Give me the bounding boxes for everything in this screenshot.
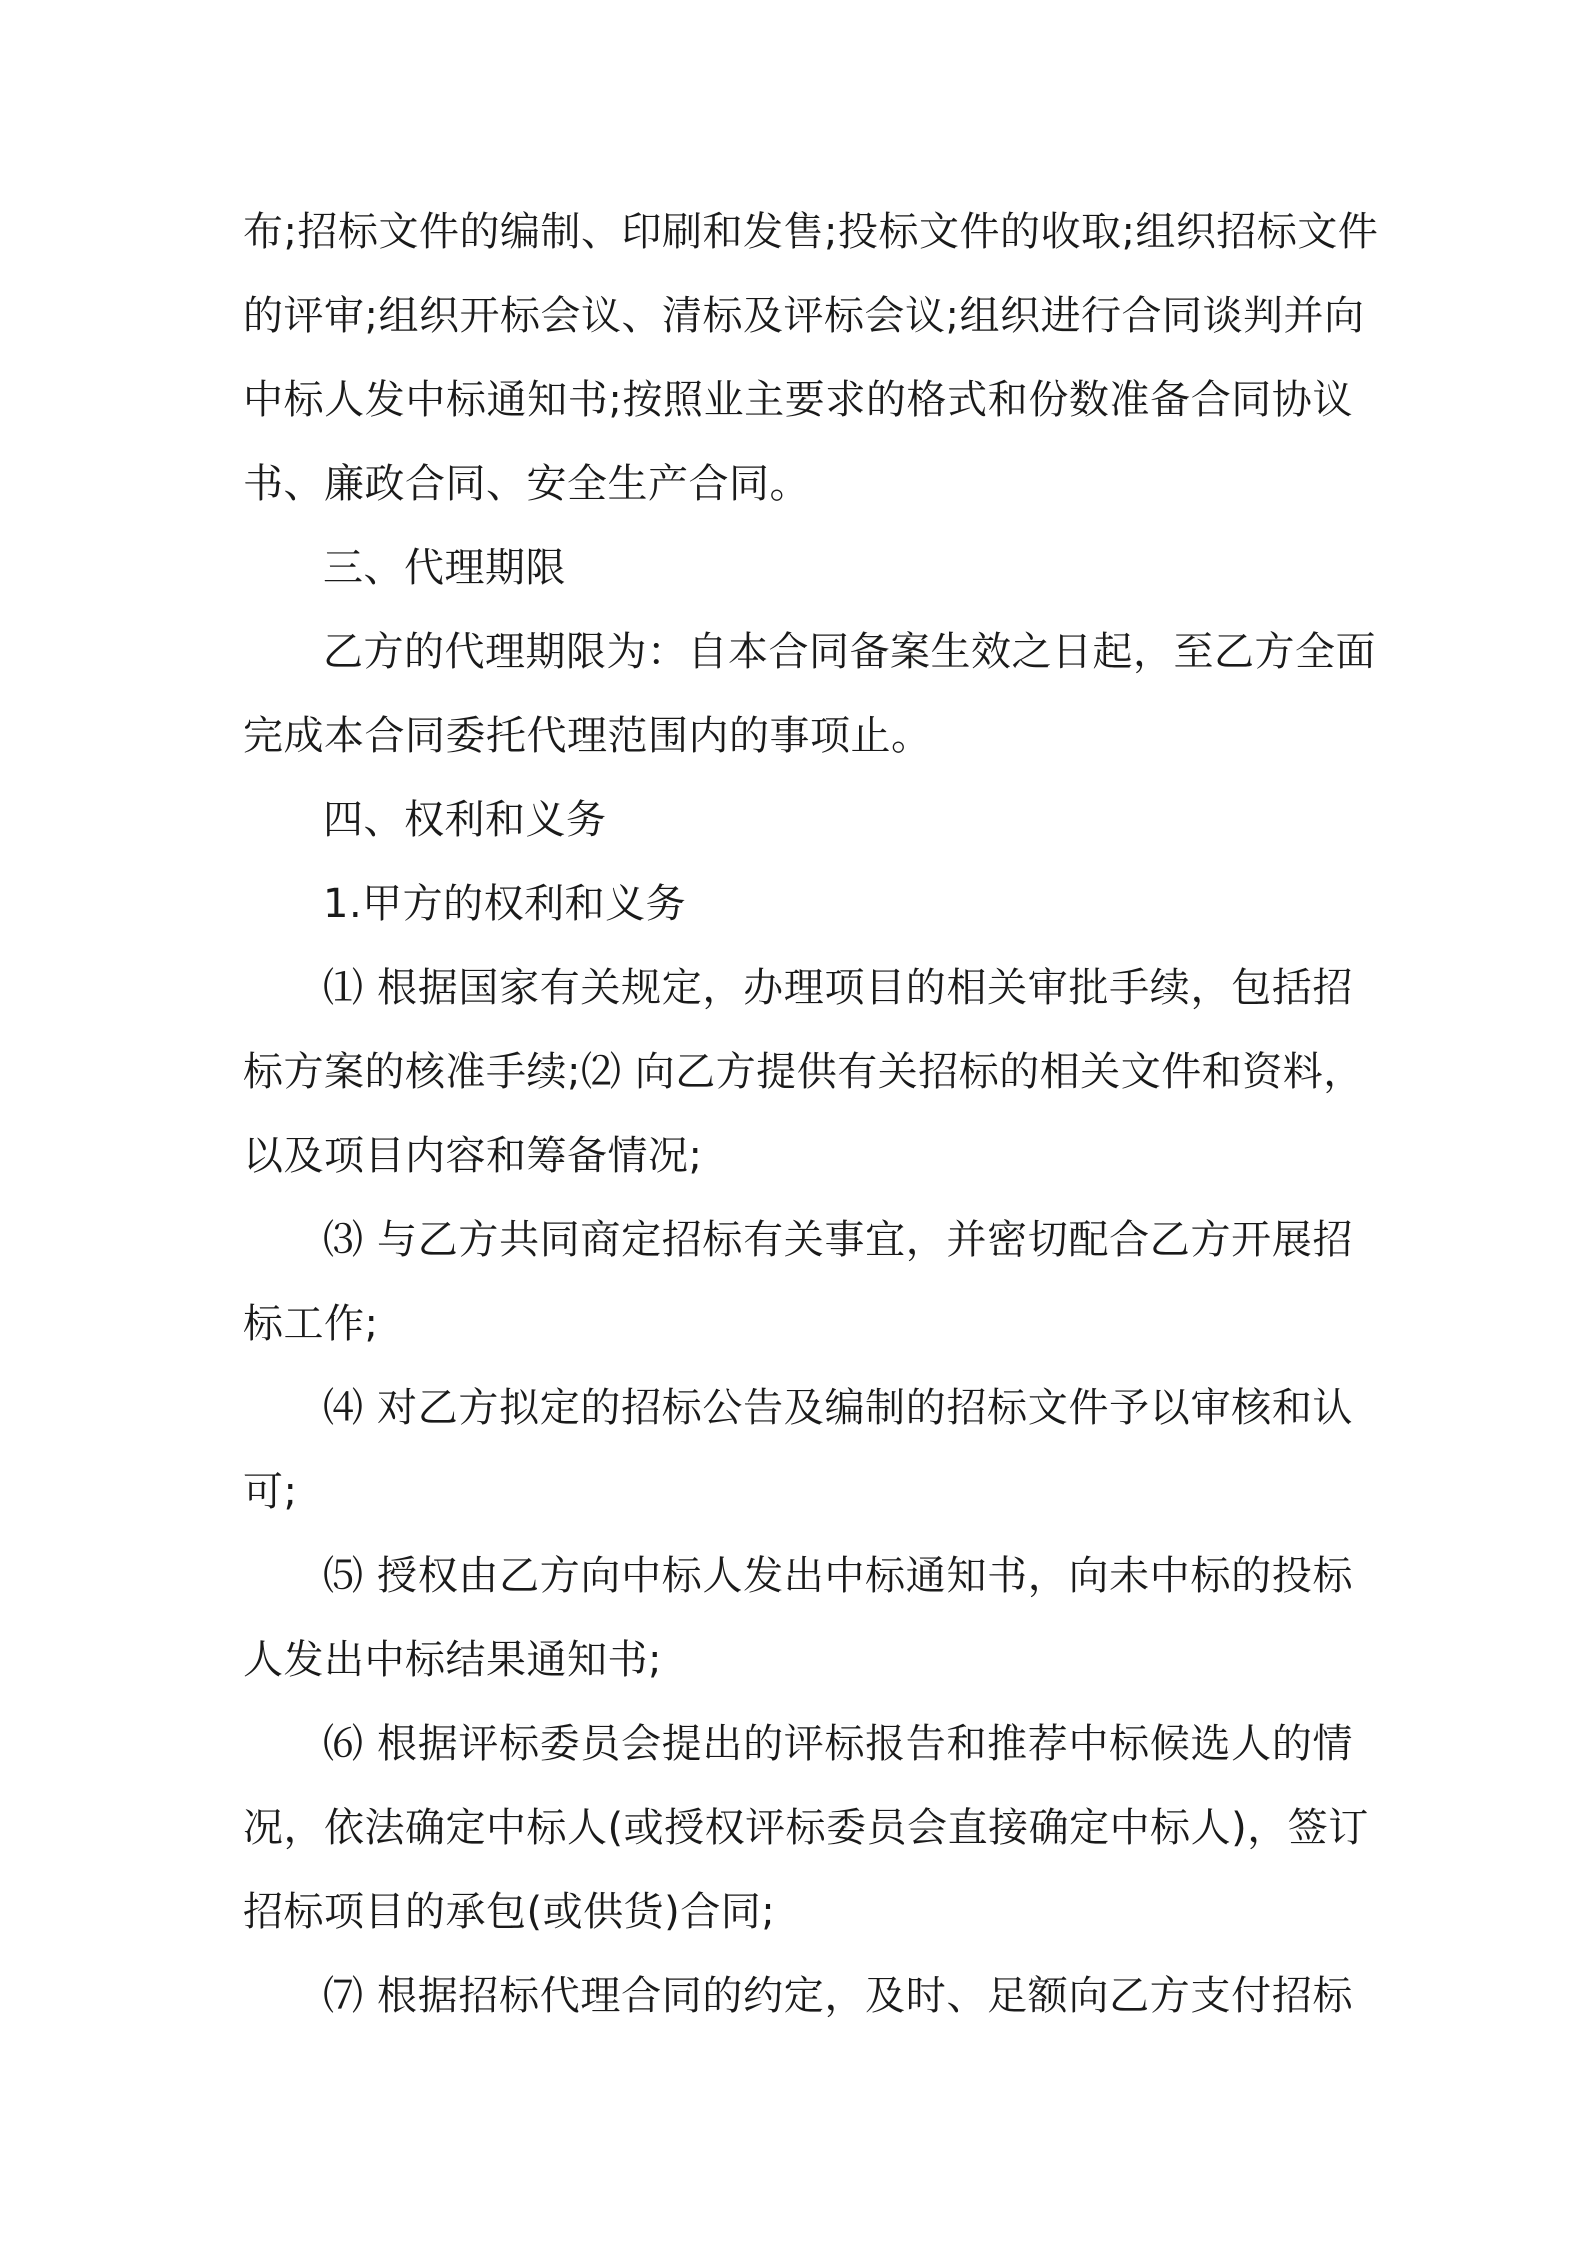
list-item-line: 标方案的核准手续;⑵ 向乙方提供有关招标的相关文件和资料，	[243, 1049, 1364, 1095]
paragraph-line: 乙方的代理期限为：自本合同备案生效之日起，至乙方全面	[323, 629, 1376, 675]
paragraph-line: 中标人发中标通知书;按照业主要求的格式和份数准备合同协议	[243, 377, 1353, 423]
list-item-line: ⑹ 根据评标委员会提出的评标报告和推荐中标候选人的情	[323, 1721, 1353, 1767]
list-item-line: ⑷ 对乙方拟定的招标公告及编制的招标文件予以审核和认	[323, 1385, 1353, 1431]
list-item-line: ⑺ 根据招标代理合同的约定，及时、足额向乙方支付招标	[323, 1973, 1353, 2019]
subsection-heading: 1.甲方的权利和义务	[323, 881, 687, 927]
list-item-line: 招标项目的承包(或供货)合同;	[243, 1889, 776, 1935]
paragraph-line: 的评审;组织开标会议、清标及评标会议;组织进行合同谈判并向	[243, 293, 1365, 339]
paragraph-line: 完成本合同委托代理范围内的事项止。	[243, 713, 932, 759]
list-item-line: ⑸ 授权由乙方向中标人发出中标通知书，向未中标的投标	[323, 1553, 1353, 1599]
paragraph-line: 书、廉政合同、安全生产合同。	[243, 461, 810, 507]
list-item-line: 可;	[243, 1469, 298, 1515]
list-item-line: ⑶ 与乙方共同商定招标有关事宜，并密切配合乙方开展招	[323, 1217, 1353, 1263]
list-item-line: 以及项目内容和筹备情况;	[243, 1133, 703, 1179]
list-item-line: 况，依法确定中标人(或授权评标委员会直接确定中标人)，签订	[243, 1805, 1369, 1851]
list-item-line: 人发出中标结果通知书;	[243, 1637, 662, 1683]
section-heading: 三、代理期限	[323, 545, 566, 591]
list-item-line: ⑴ 根据国家有关规定，办理项目的相关审批手续，包括招	[323, 965, 1353, 1011]
section-heading: 四、权利和义务	[323, 797, 607, 843]
list-item-line: 标工作;	[243, 1301, 379, 1347]
paragraph-line: 布;招标文件的编制、印刷和发售;投标文件的收取;组织招标文件	[243, 209, 1379, 255]
